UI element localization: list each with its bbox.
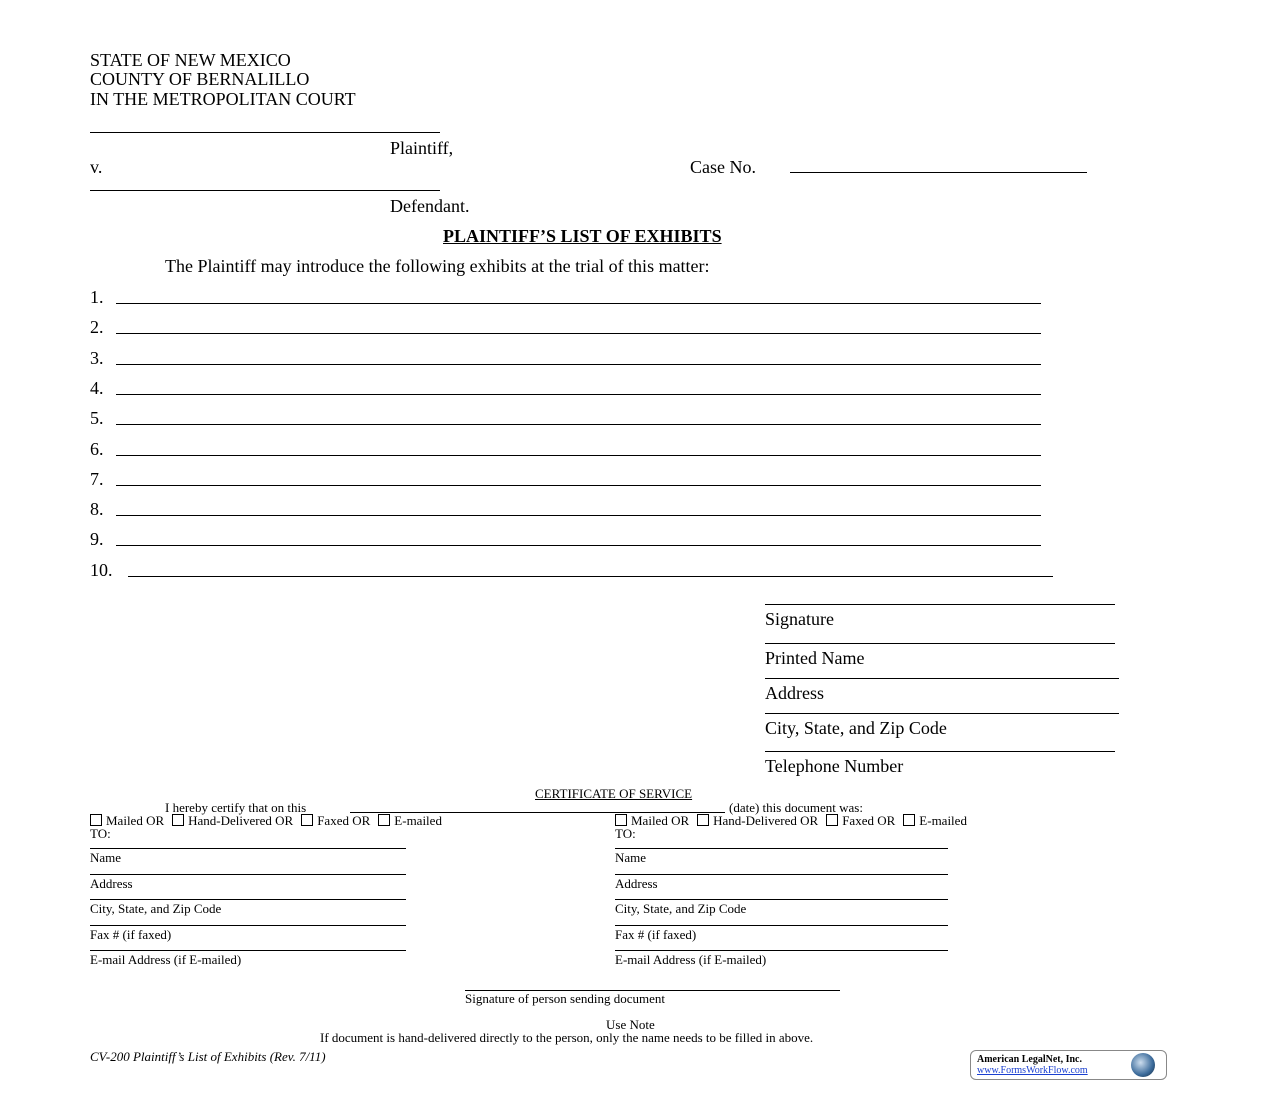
exhibit-number: 4.	[90, 377, 104, 398]
checkbox[interactable]	[90, 814, 102, 826]
exhibit-number: 1.	[90, 287, 104, 307]
signature-field-label: City, State, and Zip Code	[765, 718, 947, 738]
recipient-field-label: Fax # (if faxed)	[615, 926, 697, 942]
to-label: TO:	[90, 826, 111, 841]
recipient-field-label: E-mail Address (if E-mailed)	[615, 952, 767, 968]
checkbox[interactable]	[172, 814, 184, 826]
use-note-title: Use Note	[606, 1017, 655, 1032]
exhibit-line[interactable]	[116, 545, 1041, 546]
recipient-line[interactable]	[90, 848, 406, 849]
recipient-line[interactable]	[90, 950, 406, 951]
checkbox[interactable]	[903, 814, 915, 826]
recipient-line[interactable]	[615, 899, 948, 900]
exhibit-line[interactable]	[116, 455, 1041, 456]
plaintiff-name-line[interactable]	[90, 132, 440, 133]
checkbox[interactable]	[378, 814, 390, 826]
exhibit-number: 2.	[90, 317, 104, 338]
recipient-line[interactable]	[90, 874, 406, 875]
checkbox-label: Mailed OR	[631, 813, 690, 828]
checkbox-label: Faxed OR	[842, 813, 896, 828]
checkbox[interactable]	[301, 814, 313, 826]
recipient-line[interactable]	[615, 925, 948, 926]
logo-url[interactable]: www.FormsWorkFlow.com	[977, 1065, 1088, 1076]
recipient-line[interactable]	[615, 874, 948, 875]
checkbox-label: E-mailed	[919, 813, 967, 828]
service-method-options	[615, 814, 975, 828]
recipient-line[interactable]	[615, 848, 948, 849]
exhibit-number: 5.	[90, 408, 104, 429]
recipient-field-label: E-mail Address (if E-mailed)	[90, 952, 242, 968]
exhibit-number: 9.	[90, 529, 104, 550]
checkbox-label: Mailed OR	[106, 813, 165, 828]
recipient-line[interactable]	[90, 899, 406, 900]
certify-suffix: (date) this document was:	[729, 800, 863, 815]
case-no-line[interactable]	[790, 172, 1087, 173]
exhibit-line[interactable]	[116, 485, 1041, 486]
checkbox-label: Faxed OR	[317, 813, 371, 828]
form-id: CV-200 Plaintiff’s List of Exhibits (Rev. 7/11)	[90, 1049, 326, 1064]
exhibit-line[interactable]	[116, 394, 1041, 395]
recipient-field-label: Fax # (if faxed)	[90, 926, 172, 942]
exhibit-number: 8.	[90, 499, 104, 520]
signature-line[interactable]	[765, 678, 1119, 679]
signature-field-label: Telephone Number	[765, 756, 904, 776]
recipient-line[interactable]	[615, 950, 948, 951]
defendant-label: Defendant.	[390, 196, 470, 216]
exhibit-line[interactable]	[116, 333, 1041, 334]
exhibit-line[interactable]	[116, 303, 1041, 304]
signature-line[interactable]	[765, 713, 1119, 714]
court-heading: IN THE METROPOLITAN COURT	[90, 89, 356, 109]
sender-signature-label: Signature of person sending document	[465, 991, 666, 1006]
signature-field-label: Printed Name	[765, 648, 865, 668]
recipient-field-label: Name	[90, 850, 122, 865]
page-title: PLAINTIFF’S LIST OF EXHIBITS	[443, 226, 722, 246]
intro-text: The Plaintiff may introduce the following exhibits at the trial of this matter:	[165, 256, 710, 276]
signature-line[interactable]	[765, 643, 1115, 644]
exhibit-line[interactable]	[116, 424, 1041, 425]
signature-line[interactable]	[765, 604, 1115, 605]
use-note-text: If document is hand-delivered directly to the person, only the name needs to be filled in above.	[320, 1030, 814, 1045]
exhibit-number: 10.	[90, 559, 113, 580]
case-no-label: Case No.	[690, 157, 756, 177]
state-heading: STATE OF NEW MEXICO	[90, 50, 291, 70]
exhibit-number: 6.	[90, 438, 104, 459]
exhibit-line[interactable]	[116, 515, 1041, 516]
service-method-options	[90, 814, 450, 828]
checkbox[interactable]	[615, 814, 627, 826]
certify-prefix: I hereby certify that on this	[165, 800, 307, 815]
recipient-field-label: Name	[615, 850, 647, 865]
recipient-line[interactable]	[90, 925, 406, 926]
certificate-title: CERTIFICATE OF SERVICE	[535, 786, 693, 801]
recipient-field-label: Address	[90, 875, 133, 891]
recipient-field-label: Address	[615, 875, 658, 891]
plaintiff-label: Plaintiff,	[390, 138, 454, 158]
checkbox[interactable]	[697, 814, 709, 826]
versus-label: v.	[90, 157, 103, 177]
exhibit-number: 7.	[90, 468, 104, 489]
defendant-name-line[interactable]	[90, 190, 440, 191]
recipient-field-label: City, State, and Zip Code	[615, 901, 747, 917]
signature-field-label: Address	[765, 683, 824, 703]
exhibit-line[interactable]	[128, 576, 1053, 577]
checkbox-label: Hand-Delivered OR	[713, 813, 819, 828]
checkbox[interactable]	[826, 814, 838, 826]
globe-icon	[1131, 1053, 1155, 1077]
to-label: TO:	[615, 826, 636, 841]
recipient-field-label: City, State, and Zip Code	[90, 901, 222, 917]
checkbox-label: E-mailed	[394, 813, 442, 828]
logo-name: American LegalNet, Inc.	[977, 1054, 1082, 1065]
signature-line[interactable]	[765, 751, 1115, 752]
signature-field-label: Signature	[765, 609, 834, 629]
county-heading: COUNTY OF BERNALILLO	[90, 69, 310, 89]
checkbox-label: Hand-Delivered OR	[188, 813, 294, 828]
exhibit-line[interactable]	[116, 364, 1041, 365]
exhibit-number: 3.	[90, 347, 104, 368]
american-legalnet-logo[interactable]	[970, 1050, 1167, 1080]
